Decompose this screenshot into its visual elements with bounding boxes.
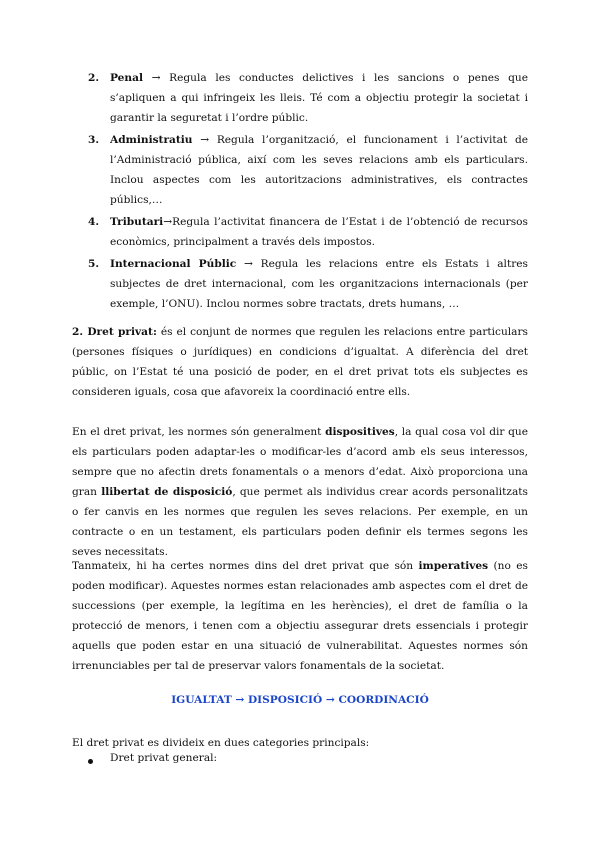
bold-term: imperatives xyxy=(418,560,489,572)
arrow: → xyxy=(244,258,253,270)
list-item xyxy=(88,130,528,210)
item-text: Regula les conductes delictives i les sancions o penes que s’apliquen a qui infringeix les lleis. Té com a objectiu protegir la societat i garantir la seguretat i l’ordre públic. xyxy=(110,72,528,124)
paragraph-dispositive xyxy=(72,422,528,562)
section-private-law xyxy=(72,322,528,402)
list-item xyxy=(88,212,528,252)
item-term: Administratiu xyxy=(110,134,193,146)
paragraph-categories: El dret privat es divideix en dues categories principals: xyxy=(72,737,370,749)
arrow: → xyxy=(151,72,161,84)
arrow: → xyxy=(163,216,173,228)
bold-term: dispositives xyxy=(325,426,395,438)
item-text: Regula l’organització, el funcionament i l’activitat de l’Administració pública, així com les seves relacions amb els particulars. Inclou aspectes com les autoritzacions administratives, els contractes públics,… xyxy=(110,134,528,206)
bullet-icon xyxy=(88,759,93,764)
public-law-list xyxy=(88,68,528,316)
item-text: Regula l’activitat financera de l’Estat i de l’obtenció de recursos econòmics, principalment a través dels impostos. xyxy=(110,216,528,248)
item-number: 2. xyxy=(88,72,100,84)
text-run: (no es poden modificar). Aquestes normes estan relacionades amb aspectes com el dret de successions (per exemple, la legítima en les herències), el dret de família o la protecció de menors, i tenen com a objectiu assegurar drets essencials i protegir aquells que poden estar en una situació de vulnerabilitat. Aquestes normes són irrenunciables per tal de preservar valors fonamentals de la societat. xyxy=(72,560,528,672)
summary-line: IGUALTAT → DISPOSICIÓ → COORDINACIÓ xyxy=(171,694,429,706)
paragraph-imperative xyxy=(72,556,528,676)
item-text: Regula les relacions entre els Estats i altres subjectes de dret internacional, com les organitzacions internacionals (per exemple, l’ONU). Inclou normes sobre tractats, drets humans, … xyxy=(110,258,528,310)
bullet-item xyxy=(88,752,217,764)
item-term: Internacional Públic xyxy=(110,258,237,270)
item-number: 5. xyxy=(88,258,100,270)
item-term: Tributari xyxy=(110,216,164,228)
text-run: Tanmateix, hi ha certes normes dins del dret privat que són xyxy=(72,560,414,572)
item-term: Penal xyxy=(110,72,144,84)
section-heading: 2. Dret privat: xyxy=(72,326,157,338)
arrow: → xyxy=(200,134,210,146)
item-number: 4. xyxy=(88,216,100,228)
bold-term: llibertat de disposició xyxy=(101,486,233,498)
text-run: En el dret privat, les normes són generalment xyxy=(72,426,322,438)
bullet-text: Dret privat general: xyxy=(110,752,218,764)
item-number: 3. xyxy=(88,134,100,146)
list-item xyxy=(88,254,528,314)
text-run: , que permet als individus crear acords personalitzats o fer canvis en les normes que regulen les seves relacions. Per exemple, en un contracte o en un testament, els particulars poden definir els termes segons les seves necessitats. xyxy=(72,486,528,558)
section-text: és el conjunt de normes que regulen les relacions entre particulars (persones físiques o jurídiques) en condicions d’igualtat. A diferència del dret públic, on l’Estat té una posició de poder, en el dret privat tots els subjectes es consideren iguals, cosa que afavoreix la coordinació entre ells. xyxy=(72,326,528,398)
text-run: , la qual cosa vol dir que els particulars poden adaptar-les o modificar-les d’acord amb els seus interessos, sempre que no afectin drets fonamentals o a menors d’edat. Això proporciona una gran xyxy=(72,426,528,498)
list-item xyxy=(88,68,528,128)
